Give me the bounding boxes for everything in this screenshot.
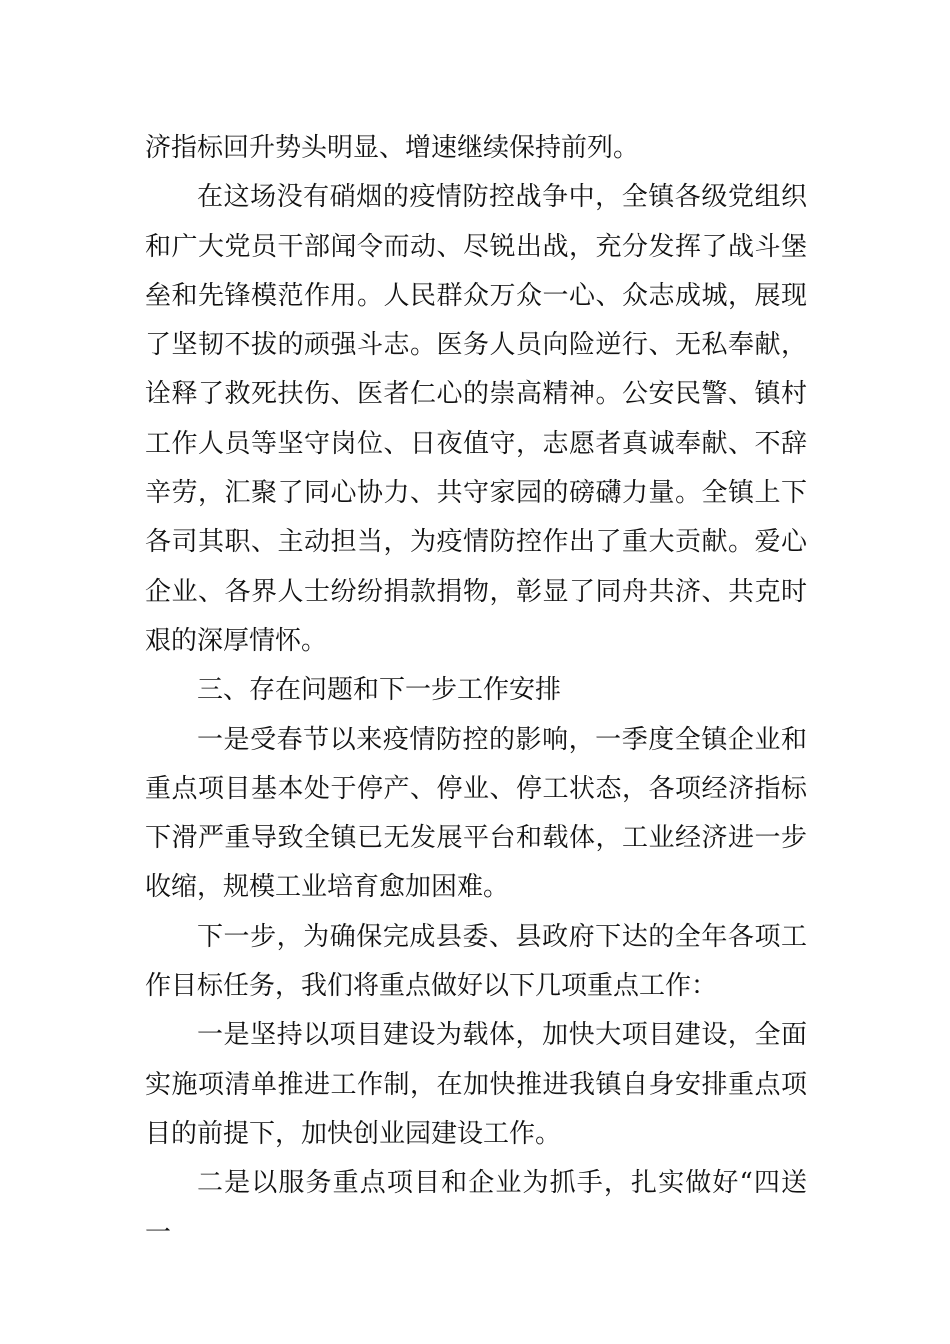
section-heading-problems: 三、存在问题和下一步工作安排 <box>197 675 562 706</box>
paragraph-task-one: 一是坚持以项目建设为载体，加快大项目建设，全面实施项清单推进工作制，在加快推进我镇自身安排重点项目的前提下，加快创业园建设工作。 <box>145 1020 807 1149</box>
paragraph-problem-one: 一是受春节以来疫情防控的影响，一季度全镇企业和重点项目基本处于停产、停业、停工状态，各项经济指标下滑严重导致全镇已无发展平台和载体，工业经济进一步收缩，规模工业培育愈加困难。 <box>145 724 807 903</box>
paragraph-continuation: 济指标回升势头明显、增速继续保持前列。 <box>145 133 640 163</box>
paragraph-task-two: 二是以服务重点项目和企业为抓手，扎实做好“四送一 <box>145 1168 807 1248</box>
paragraph-next-steps: 下一步，为确保完成县委、县政府下达的全年各项工作目标任务，我们将重点做好以下几项重点工作： <box>145 921 807 1002</box>
paragraph-epidemic-summary: 在这场没有硝烟的疫情防控战争中，全镇各级党组织和广大党员干部闻令而动、尽锐出战，充分发挥了战斗堡垒和先锋模范作用。人民群众万众一心、众志成城，展现了坚韧不拔的顽强斗志。医务人员向险逆行、无私奉献，诠释了救死扶伤、医者仁心的崇高精神。公安民警、镇村工作人员等坚守岗位、日夜值守，志愿者真诚奉献、不辞辛劳，汇聚了同心协力、共守家园的磅礴力量。全镇上下各司其职、主动担当，为疫情防控作出了重大贡献。爱心企业、各界人士纷纷捐款捐物，彰显了同舟共济、共克时艰的深厚情怀。 <box>145 182 807 656</box>
document-body <box>145 124 807 1258</box>
